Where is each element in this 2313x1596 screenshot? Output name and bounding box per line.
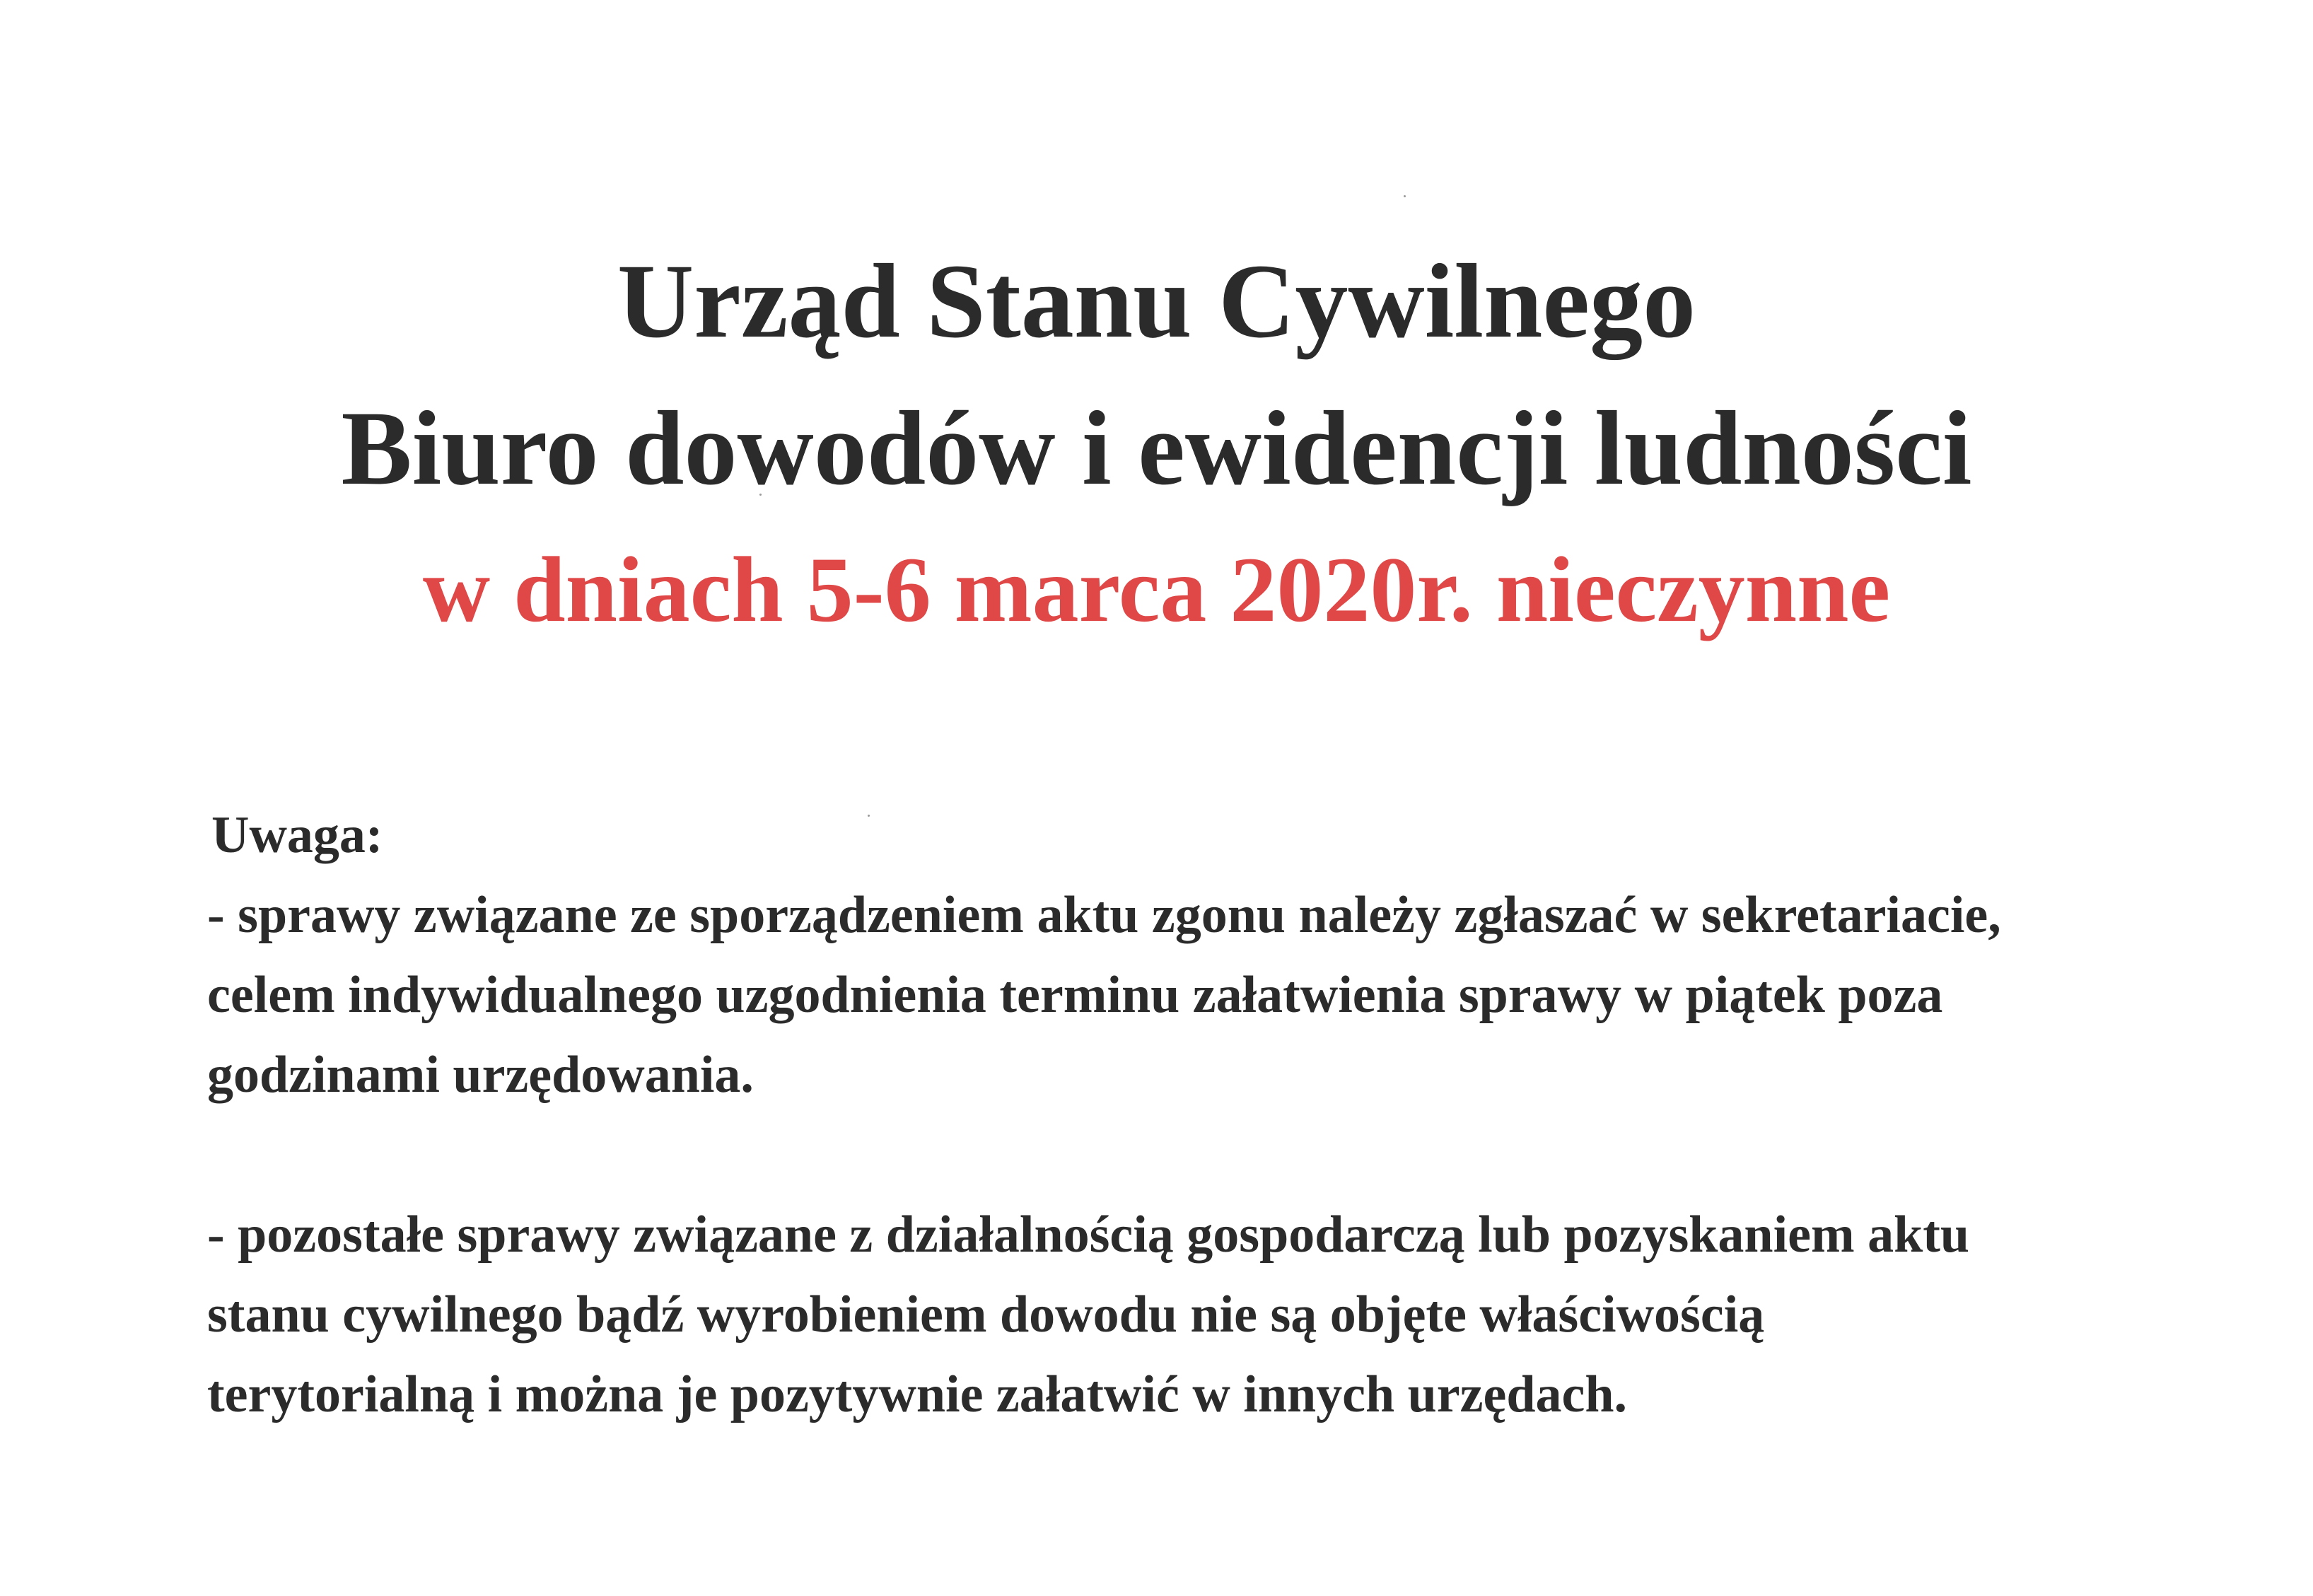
office-title: Urząd Stanu Cywilnego [617,243,1696,360]
closure-dates-notice: w dniach 5-6 marca 2020r. nieczynne [422,537,1891,641]
notice-item-other-matters: - pozostałe sprawy związane z działalnością gospodarczą lub pozyskaniem aktu stanu cywilnego bądź wyrobieniem dowodu nie są objęte właściwością terytorialną i można je pozytywnie załatwić w innych urzędach. [207,1206,1970,1423]
scan-speck [1404,195,1406,197]
attention-label: Uwaga: [211,806,383,864]
notice-item-death-certificate: - sprawy związane ze sporządzeniem aktu zgonu należy zgłaszać w sekretariacie, celem indywidualnego uzgodnienia terminu załatwienia sprawy w piątek poza godzinami urzędowania. [207,886,2001,1104]
notice-body [207,796,2258,1435]
paragraph-spacer [207,1115,2258,1195]
bureau-title: Biuro dowodów i ewidencji ludności [341,390,1972,507]
